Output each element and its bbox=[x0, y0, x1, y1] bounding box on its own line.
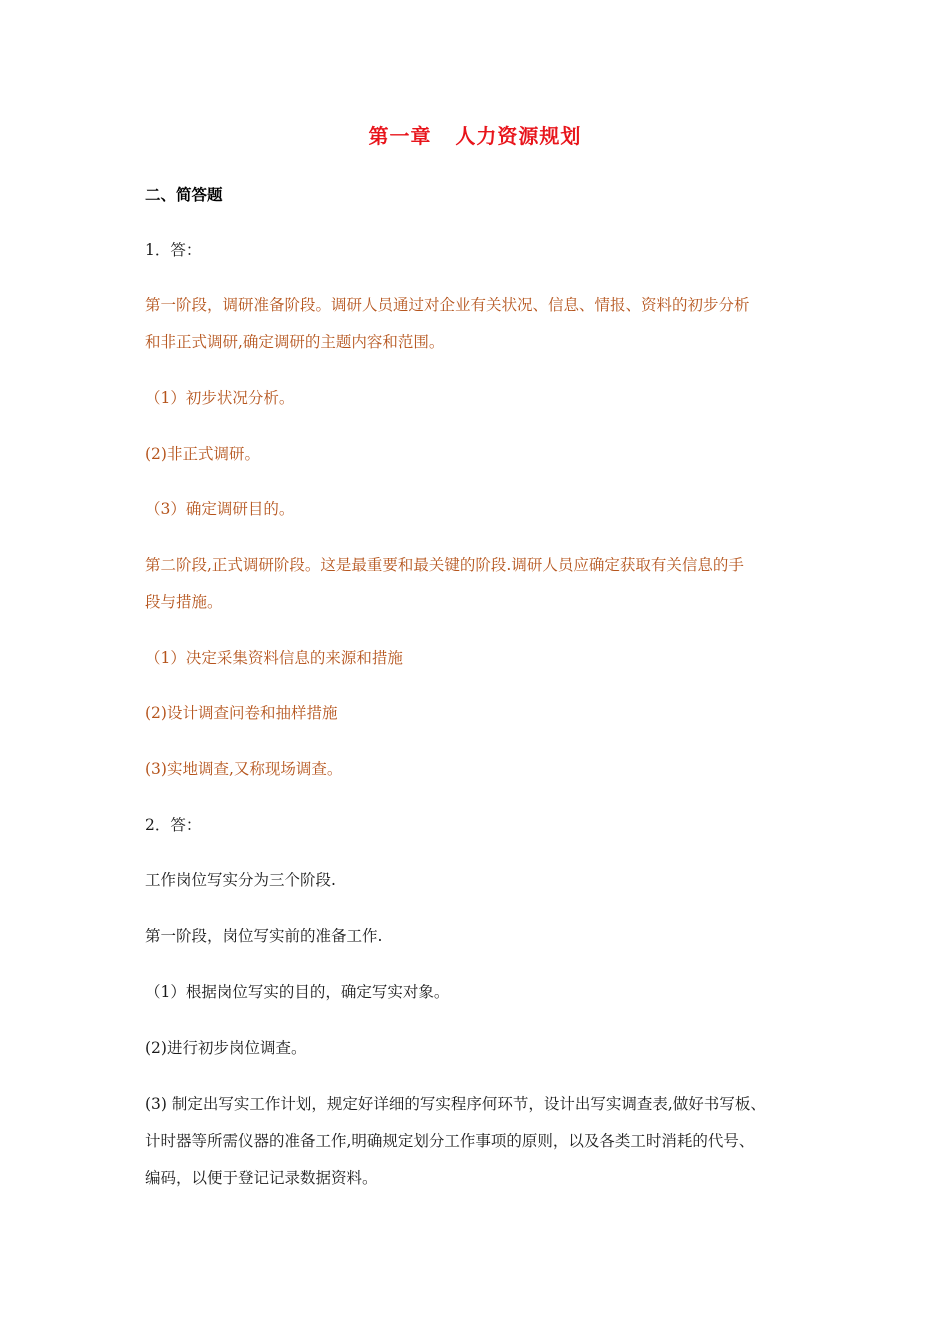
stage-2-item-1: （1）决定采集资料信息的来源和措施 bbox=[145, 649, 403, 667]
stage-1-item-2: (2)非正式调研。 bbox=[145, 445, 260, 463]
stage-1-item-3: （3）确定调研目的。 bbox=[145, 500, 295, 518]
answer-2-stage-1: 第一阶段，岗位写实前的准备工作. bbox=[145, 927, 383, 945]
answer-2-item-3-line-3: 编码，以便于登记记录数据资料。 bbox=[145, 1169, 378, 1187]
answer-2-item-2: (2)进行初步岗位调查。 bbox=[145, 1039, 307, 1057]
stage-1-text-line-2: 和非正式调研,确定调研的主题内容和范围。 bbox=[145, 333, 445, 351]
stage-1-item-1: （1）初步状况分析。 bbox=[145, 389, 295, 407]
answer-1-label: 1．答： bbox=[145, 241, 202, 259]
stage-2-text-line-1: 第二阶段,正式调研阶段。这是最重要和最关键的阶段.调研人员应确定获取有关信息的手 bbox=[145, 556, 744, 574]
chapter-title: 第一章 人力资源规划 bbox=[368, 124, 582, 148]
answer-2-intro: 工作岗位写实分为三个阶段. bbox=[145, 871, 336, 889]
stage-2-text-line-2: 段与措施。 bbox=[145, 593, 223, 611]
stage-2-item-3: (3)实地调查,又称现场调查。 bbox=[145, 760, 343, 778]
answer-2-label: 2．答： bbox=[145, 816, 202, 834]
answer-2-item-1: （1）根据岗位写实的目的，确定写实对象。 bbox=[145, 983, 450, 1001]
section-heading: 二、简答题 bbox=[145, 185, 223, 204]
answer-2-item-3-line-1: (3) 制定出写实工作计划，规定好详细的写实程序何环节，设计出写实调查表,做好书写板、 bbox=[145, 1095, 766, 1113]
stage-1-text-line-1: 第一阶段，调研准备阶段。调研人员通过对企业有关状况、信息、情报、资料的初步分析 bbox=[145, 296, 750, 314]
answer-2-item-3-line-2: 计时器等所需仪器的准备工作,明确规定划分工作事项的原则，以及各类工时消耗的代号、 bbox=[145, 1132, 755, 1150]
stage-2-item-2: (2)设计调查问卷和抽样措施 bbox=[145, 704, 338, 722]
